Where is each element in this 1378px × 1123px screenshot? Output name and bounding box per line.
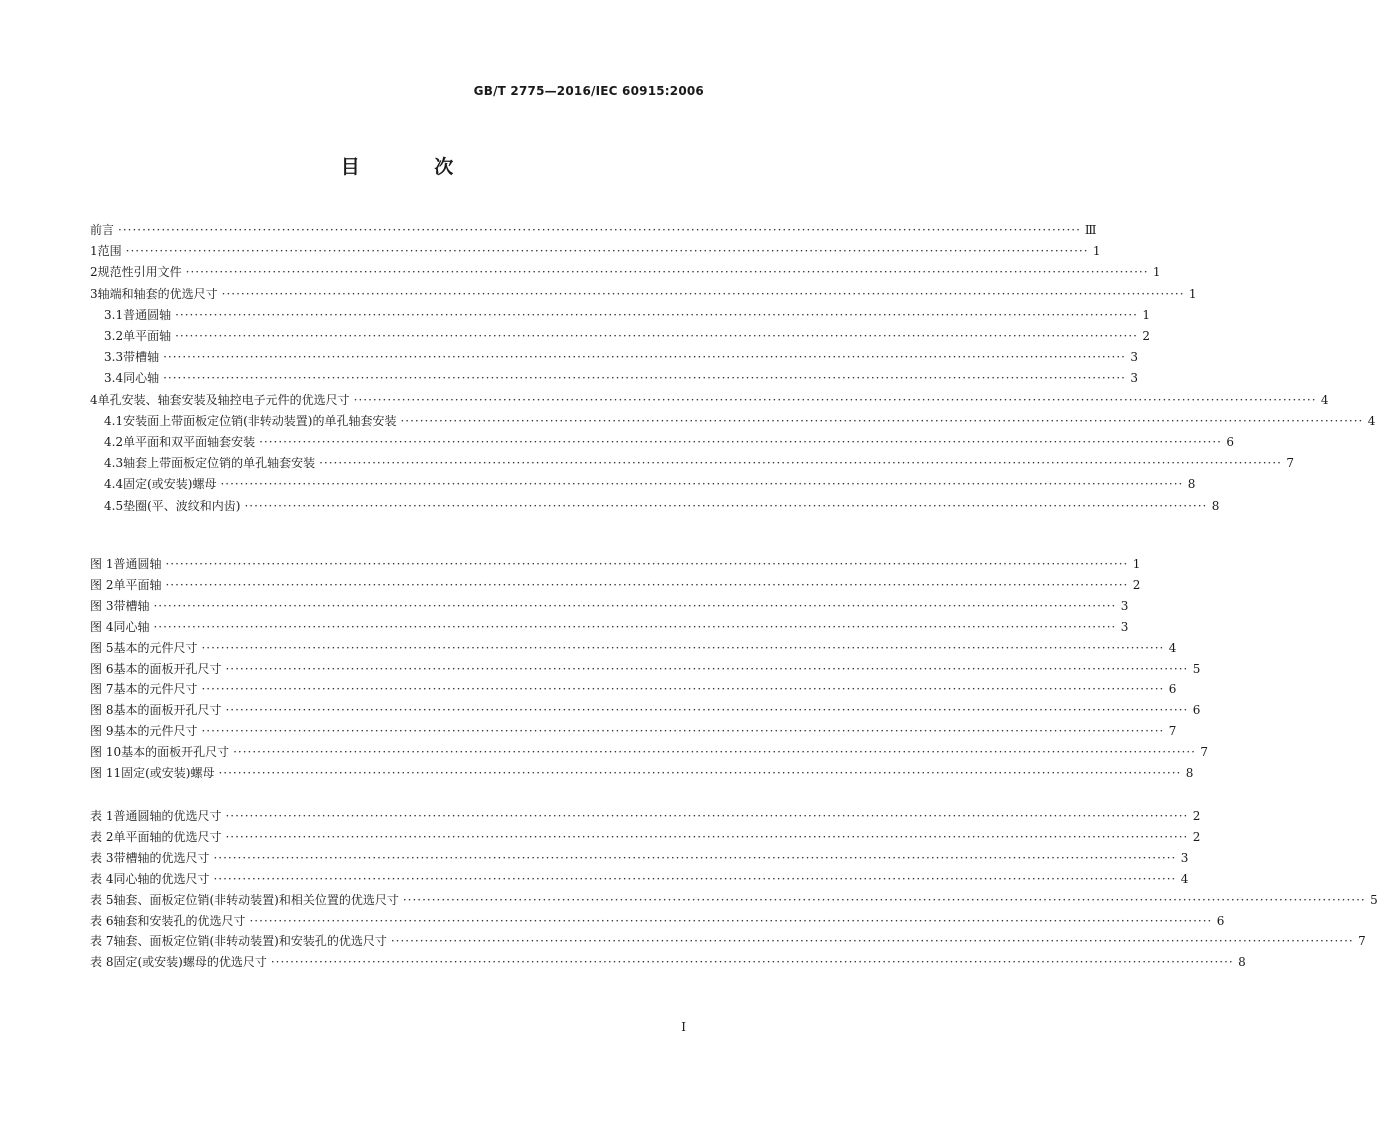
entry-label: 基本的面板开孔尺寸 (113, 703, 222, 718)
entry-label: 基本的元件尺寸 (113, 640, 198, 655)
entry-label: 同心轴的优选尺寸 (113, 871, 210, 886)
toc-entry[interactable] (90, 284, 1197, 304)
dot-leader: ········································································································································································································ (221, 286, 1185, 301)
page-title: 目 次 (340, 156, 488, 178)
toc-entry[interactable] (90, 638, 1177, 658)
entry-number: 图 2 (90, 577, 114, 592)
dot-leader: ········································································································································································································ (165, 577, 1129, 592)
entry-page: 2 (1142, 329, 1150, 343)
entry-label: 同心轴 (123, 371, 160, 386)
entry-label: 单平面和双平面轴套安装 (123, 435, 256, 449)
entry-label: 普通圆轴的优选尺寸 (113, 809, 222, 823)
entry-page: 3 (1130, 350, 1138, 365)
entry-label: 带槽轴 (113, 598, 150, 613)
entry-number: 表 1 (90, 809, 114, 823)
entry-label: 前言 (90, 223, 115, 237)
entry-label: 单平面轴 (113, 577, 162, 592)
dot-leader: ········································································································································································································ (225, 829, 1189, 844)
entry-number: 4.5 (104, 498, 124, 513)
entry-label: 普通圆轴 (123, 307, 172, 322)
toc-entry[interactable] (104, 474, 1196, 494)
entry-number: 图 3 (90, 598, 114, 613)
toc-entry[interactable] (90, 262, 1161, 282)
dot-leader: ········································································································································································································ (213, 850, 1177, 865)
toc-entry[interactable] (104, 326, 1150, 346)
toc-entry[interactable] (90, 241, 1101, 261)
entry-number: 图 10 (90, 745, 122, 760)
toc-entry[interactable] (90, 931, 1366, 951)
entry-number: 3.1 (104, 307, 124, 322)
entry-label: 基本的面板开孔尺寸 (121, 745, 230, 760)
entry-label: 轴套上带面板定位销的单孔轴套安装 (123, 456, 316, 471)
dot-leader: ········································································································································································································ (175, 329, 1138, 343)
toc-entry[interactable] (90, 679, 1177, 699)
entry-number: 表 8 (90, 955, 114, 970)
toc-entry[interactable] (90, 848, 1189, 868)
entry-label: 轴套和安装孔的优选尺寸 (113, 913, 246, 928)
dot-leader: ········································································································································································································ (319, 456, 1282, 471)
toc-entry[interactable] (90, 700, 1201, 720)
entry-label: 基本的面板开孔尺寸 (113, 661, 222, 676)
entry-page: 5 (1192, 661, 1201, 676)
entry-page: 3 (1130, 371, 1138, 386)
toc-entry[interactable] (104, 496, 1220, 516)
entry-number: 4.2 (104, 435, 124, 449)
entry-page: 8 (1238, 955, 1246, 970)
entry-label: 轴套、面板定位销(非转动装置)和安装孔的优选尺寸 (113, 934, 387, 949)
toc-entry[interactable] (104, 347, 1138, 367)
entry-page: 6 (1192, 703, 1201, 718)
dot-leader: ········································································································································································································ (175, 307, 1138, 322)
toc-entry[interactable] (90, 742, 1208, 762)
entry-number: 表 4 (90, 871, 114, 886)
entry-label: 普通圆轴 (113, 557, 162, 571)
entry-number: 表 3 (90, 850, 114, 865)
dot-leader: ········································································································································································································ (390, 934, 1354, 949)
entry-page: 8 (1185, 766, 1194, 780)
entry-page: 1 (1188, 286, 1197, 301)
entry-number: 图 6 (90, 661, 114, 676)
entry-label: 安装面上带面板定位销(非转动装置)的单孔轴套安装 (123, 413, 397, 428)
entry-page: 3 (1180, 850, 1189, 865)
entry-number: 表 5 (90, 892, 114, 907)
dot-leader: ········································································································································································································ (153, 619, 1117, 634)
entry-page: 1 (1142, 307, 1150, 322)
entry-page: 2 (1192, 809, 1201, 823)
toc-entry[interactable] (104, 432, 1234, 452)
dot-leader: ········································································································································································································ (233, 745, 1196, 760)
entry-label: 规范性引用文件 (97, 265, 182, 280)
toc-entry[interactable] (90, 763, 1194, 783)
entry-label: 带槽轴 (123, 350, 160, 365)
toc-entry[interactable] (90, 952, 1246, 972)
entry-page: 3 (1120, 598, 1129, 613)
dot-leader: ········································································································································································································ (163, 350, 1126, 365)
entry-number: 3.2 (104, 329, 124, 343)
entry-number: 4.3 (104, 456, 124, 471)
toc-entry[interactable] (90, 659, 1201, 679)
toc-entry[interactable] (104, 368, 1138, 388)
entry-number: 图 9 (90, 724, 114, 739)
dot-leader: ········································································································································································································ (201, 682, 1165, 697)
dot-leader: ········································································································································································································ (213, 871, 1177, 886)
entry-label: 基本的元件尺寸 (113, 682, 198, 697)
entry-page: 1 (1092, 244, 1101, 259)
entry-number: 4.1 (104, 413, 124, 428)
toc-entry[interactable] (90, 220, 1097, 240)
entry-label: 固定(或安装)螺母 (121, 766, 215, 780)
toc-entry[interactable] (90, 869, 1189, 889)
entry-page: 2 (1132, 577, 1141, 592)
entry-number: 图 1 (90, 557, 114, 571)
entry-page: 4 (1367, 413, 1376, 428)
entry-number: 表 6 (90, 913, 114, 928)
entry-page: 8 (1211, 498, 1220, 513)
dot-leader: ········································································································································································································ (165, 557, 1129, 571)
entry-label: 范围 (97, 244, 122, 259)
entry-page: 8 (1187, 477, 1196, 492)
entry-number: 图 8 (90, 703, 114, 718)
entry-number: 图 5 (90, 640, 114, 655)
dot-leader: ········································································································································································································ (225, 661, 1189, 676)
standard-code: GB/T 2775—2016/IEC 60915:2006 (473, 84, 704, 98)
entry-page: 7 (1200, 745, 1208, 760)
entry-number: 3.3 (104, 350, 124, 365)
entry-number: 3.4 (104, 371, 124, 386)
entry-page: 6 (1226, 435, 1234, 449)
dot-leader: ········································································································································································································ (353, 392, 1317, 407)
dot-leader: ········································································································································································································ (218, 766, 1182, 780)
entry-page: 4 (1168, 640, 1177, 655)
entry-label: 固定(或安装)螺母的优选尺寸 (113, 955, 267, 970)
entry-number: 图 4 (90, 619, 114, 634)
dot-leader: ········································································································································································································ (153, 598, 1117, 613)
dot-leader: ········································································································································································································ (402, 892, 1366, 907)
toc-entry[interactable] (90, 390, 1329, 410)
dot-leader: ········································································································································································································ (220, 477, 1184, 492)
entry-page: 5 (1370, 892, 1378, 907)
entry-label: 固定(或安装)螺母 (123, 477, 217, 492)
dot-leader: ········································································································································································································ (185, 265, 1149, 280)
entry-page: 7 (1358, 934, 1366, 949)
entry-page: 3 (1120, 619, 1129, 634)
entry-page: 1 (1132, 557, 1141, 571)
dot-leader: ········································································································································································································ (225, 703, 1189, 718)
entry-label: 同心轴 (113, 619, 150, 634)
entry-label: 轴端和轴套的优选尺寸 (97, 286, 218, 301)
page-number: I (681, 1020, 686, 1034)
entry-page: 7 (1168, 724, 1177, 739)
toc-entry[interactable] (104, 305, 1150, 325)
entry-number: 表 2 (90, 829, 114, 844)
entry-label: 带槽轴的优选尺寸 (113, 850, 210, 865)
entry-number: 4 (90, 392, 98, 407)
entry-label: 单平面轴 (123, 329, 172, 343)
entry-label: 单平面轴的优选尺寸 (113, 829, 222, 844)
dot-leader: ········································································································································································································ (125, 244, 1089, 259)
entry-label: 轴套、面板定位销(非转动装置)和相关位置的优选尺寸 (113, 892, 399, 907)
dot-leader: ········································································································································································································ (400, 413, 1364, 428)
entry-label: 垫圈(平、波纹和内齿) (123, 498, 241, 513)
entry-number: 4.4 (104, 477, 124, 492)
toc-entry[interactable] (104, 411, 1376, 431)
entry-page: 7 (1286, 456, 1294, 471)
toc-entry[interactable] (90, 721, 1177, 741)
toc-entry[interactable] (90, 554, 1141, 574)
toc-entry[interactable] (90, 575, 1141, 595)
dot-leader: ········································································································································································································ (249, 913, 1213, 928)
entry-label: 基本的元件尺寸 (113, 724, 198, 739)
dot-leader: ········································································································································································································ (201, 640, 1165, 655)
toc-entry[interactable] (90, 596, 1129, 616)
entry-number: 2 (90, 265, 98, 280)
entry-page: Ⅲ (1084, 223, 1097, 237)
dot-leader: ········································································································································································································ (259, 435, 1222, 449)
toc-entry[interactable] (90, 827, 1201, 847)
entry-label: 单孔安装、轴套安装及轴控电子元件的优选尺寸 (97, 392, 350, 407)
entry-page: 4 (1320, 392, 1329, 407)
dot-leader: ········································································································································································································ (244, 498, 1208, 513)
toc-entry[interactable] (104, 453, 1294, 473)
entry-page: 2 (1192, 829, 1201, 844)
dot-leader: ········································································································································································································ (163, 371, 1126, 386)
dot-leader: ········································································································································································································ (118, 223, 1081, 237)
entry-number: 1 (90, 244, 98, 259)
entry-page: 6 (1216, 913, 1225, 928)
dot-leader: ········································································································································································································ (270, 955, 1234, 970)
toc-entry[interactable] (90, 911, 1225, 931)
entry-number: 表 7 (90, 934, 114, 949)
entry-page: 4 (1180, 871, 1189, 886)
toc-entry[interactable] (90, 890, 1378, 910)
toc-entry[interactable] (90, 806, 1201, 826)
entry-page: 6 (1168, 682, 1177, 697)
entry-number: 3 (90, 286, 98, 301)
dot-leader: ········································································································································································································ (201, 724, 1165, 739)
entry-number: 图 11 (90, 766, 122, 780)
entry-number: 图 7 (90, 682, 114, 697)
dot-leader: ········································································································································································································ (225, 809, 1189, 823)
entry-page: 1 (1152, 265, 1161, 280)
toc-entry[interactable] (90, 617, 1129, 637)
